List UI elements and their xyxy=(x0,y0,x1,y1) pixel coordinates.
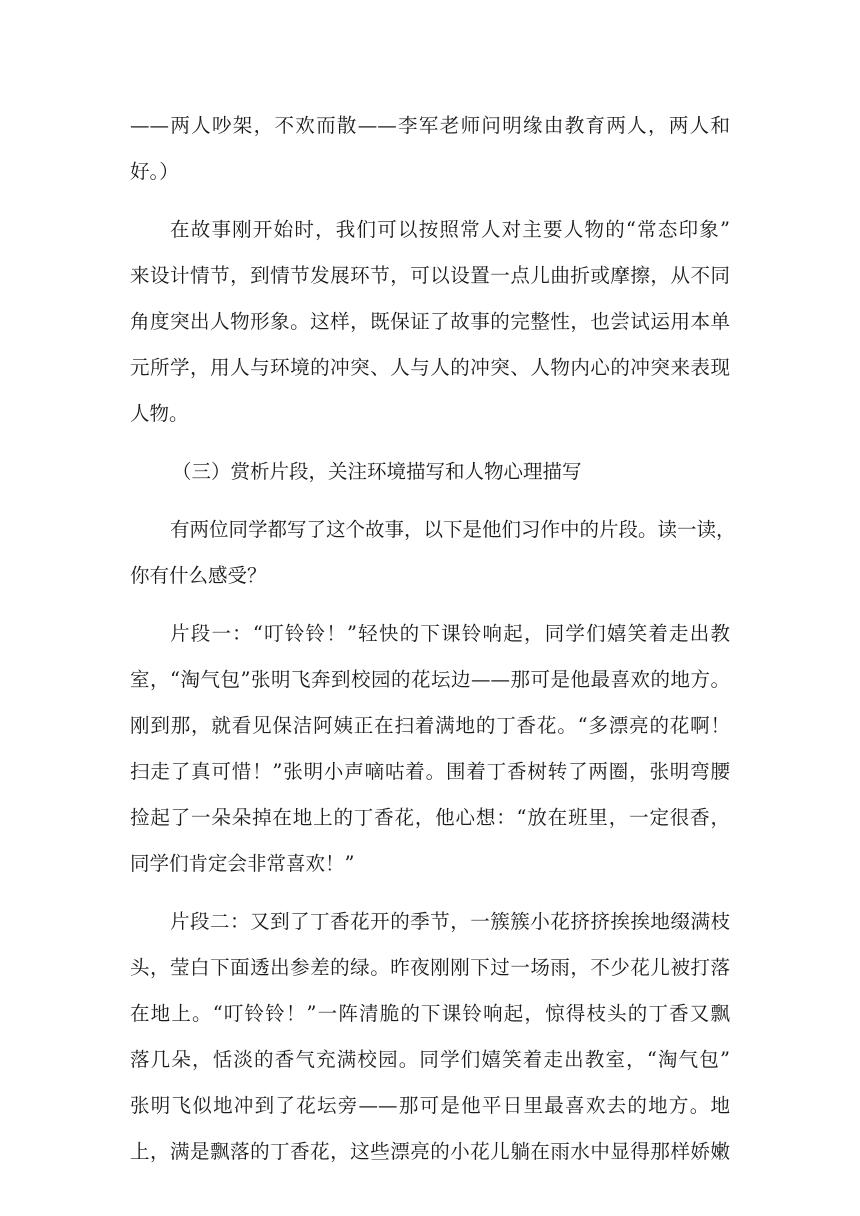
text-line: 人物。 xyxy=(130,402,189,425)
text-line: 张明飞似地冲到了花坛旁——那可是他平日里最喜欢去的地方。地 xyxy=(130,1094,730,1117)
paragraph-excerpt-two xyxy=(130,899,730,1175)
text-line: 室，“淘气包”张明飞奔到校园的花坛边——那可是他最喜欢的地方。 xyxy=(130,668,730,691)
paragraph-intro-excerpts xyxy=(130,507,736,599)
text-line: 有两位同学都写了这个故事，以下是他们习作中的片段。读一读， xyxy=(170,518,736,541)
text-line: 在地上。“叮铃铃！”一阵清脆的下课铃响起，惊得枝头的丁香又飘 xyxy=(130,1002,730,1025)
paragraph-dialogue-summary xyxy=(130,103,730,195)
paragraph-plot-design xyxy=(130,207,730,437)
text-line: 头，莹白下面透出参差的绿。昨夜刚刚下过一场雨，不少花儿被打落 xyxy=(130,956,730,979)
text-line: 角度突出人物形象。这样，既保证了故事的完整性，也尝试运用本单 xyxy=(130,310,730,333)
text-line: 同学们肯定会非常喜欢！” xyxy=(130,852,355,875)
text-line: 上，满是飘落的丁香花，这些漂亮的小花儿躺在雨水中显得那样娇嫩 xyxy=(130,1140,730,1163)
text-line: 你有什么感受？ xyxy=(130,564,267,587)
text-line: 在故事刚开始时，我们可以按照常人对主要人物的“常态印象” xyxy=(170,218,730,241)
text-line: 片段一：“叮铃铃！”轻快的下课铃响起，同学们嬉笑着走出教 xyxy=(170,622,730,645)
text-line: 落几朵，恬淡的香气充满校园。同学们嬉笑着走出教室，“淘气包” xyxy=(130,1048,730,1071)
section-heading xyxy=(130,449,730,495)
text-line: 片段二：又到了丁香花开的季节，一簇簇小花挤挤挨挨地缀满枝 xyxy=(170,910,730,933)
paragraph-excerpt-one xyxy=(130,611,730,887)
text-line: （三）赏析片段，关注环境描写和人物心理描写 xyxy=(172,460,582,483)
text-line: ——两人吵架，不欢而散——李军老师问明缘由教育两人，两人和 xyxy=(130,114,730,137)
text-line: 扫走了真可惜！”张明小声嘀咕着。围着丁香树转了两圈，张明弯腰 xyxy=(130,760,730,783)
text-line: 捡起了一朵朵掉在地上的丁香花，他心想：“放在班里，一定很香， xyxy=(130,806,730,829)
document-page xyxy=(130,103,736,1187)
text-line: 来设计情节，到情节发展环节，可以设置一点儿曲折或摩擦，从不同 xyxy=(130,264,730,287)
text-line: 好。） xyxy=(130,160,179,183)
text-line: 元所学，用人与环境的冲突、人与人的冲突、人物内心的冲突来表现 xyxy=(130,356,730,379)
text-line: 刚到那，就看见保洁阿姨正在扫着满地的丁香花。“多漂亮的花啊！ xyxy=(130,714,730,737)
